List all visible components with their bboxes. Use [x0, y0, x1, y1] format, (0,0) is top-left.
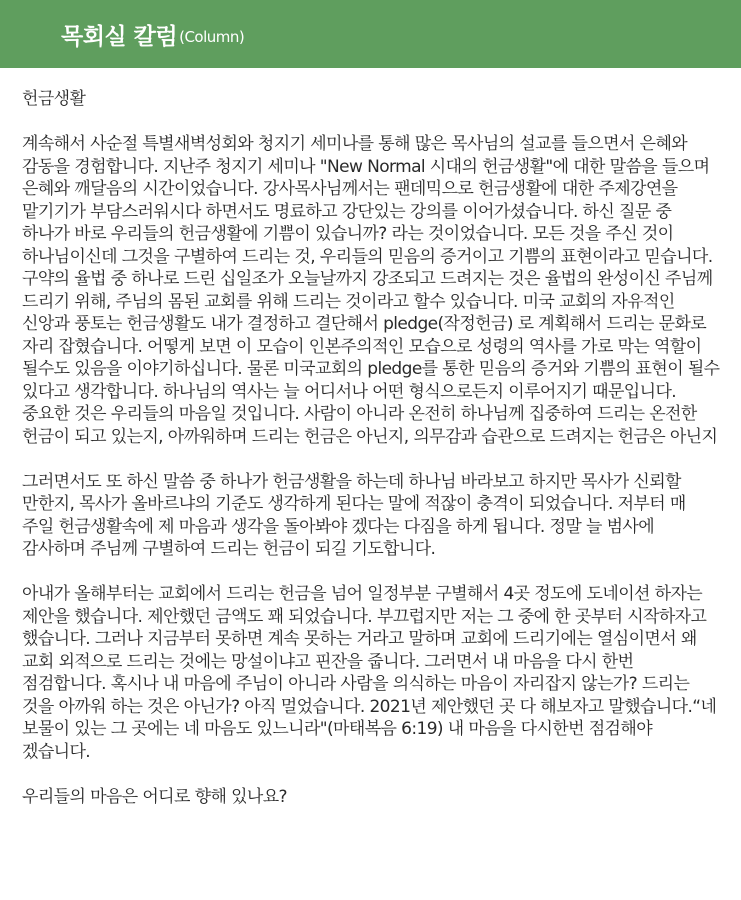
- header-title: 목회실 칼럼: [61, 23, 178, 50]
- column-header: [0, 0, 741, 68]
- article-paragraph-2: 그러면서도 또 하신 말씀 중 하나가 헌금생활을 하는데 하나님 바라보고 하지만 목사가 신뢰할 만한지, 목사가 올바르냐의 기준도 생각하게 된다는 말에 적잖이 충격이 되었습니다. 저부터 매 주일 헌금생활속에 제 마음과 생각을 돌아봐야 겠다는 다짐을 하게 됩니다. 정말 늘 범사에 감사하며 주님께 구별하여 드리는 헌금이 되길 기도합니다.: [22, 471, 686, 559]
- article-title: 헌금생활: [22, 89, 86, 109]
- article-paragraph-4: 우리들의 마음은 어디로 향해 있나요?: [22, 786, 287, 807]
- article-body: [22, 88, 722, 831]
- header-subtitle: (Column): [179, 28, 245, 46]
- article-paragraph-1: 계속해서 사순절 특별새벽성회와 청지기 세미나를 통해 많은 목사님의 설교를 들으면서 은혜와 감동을 경험합니다. 지난주 청지기 세미나 "New Normal 시대의 헌금생활"에 대한 말씀을 들으며 은혜와 깨달음의 시간이었습니다. 강사목사님께서는 팬데믹으로 헌금생활에 대한 주제강연을 맡기기가 부담스러워시다 하면서도 명료하고 강단있는 강의를 이어가셨습니다. 하신 질문 중 하나가 바로 우리들의 헌금생활에 기쁨이 있습니까? 라는 것이었습니다. 모든 것을 주신 것이 하나님이신데 그것을 구별하여 드리는 것, 우리들의 믿음의 증거이고 기쁨의 표현이라고 믿습니다. 구약의 율법 중 하나로 드린 십일조가 오늘날까지 강조되고 드려지는 것은 율법의 완성이신 주님께 드리기 위해, 주님의 몸된 교회를 위해 드리는 것이라고 할수 있습니다. 미국 교회의 자유적인 신앙과 풍토는 헌금생활도 내가 결정하고 결단해서 pledge(작정헌금) 로 계획해서 드리는 문화로 자리 잡혔습니다. 어떻게 보면 이 모습이 인본주의적인 모습으로 성령의 역사를 가로 막는 역할이 될수도 있음을 이야기하십니다. 물론 미국교회의 pledge를 통한 믿음의 증거와 기쁨의 표현이 될수 있다고 생각합니다. 하나님의 역사는 늘 어디서나 어떤 형식으로든지 이루어지기 때문입니다. 중요한 것은 우리들의 마음일 것입니다. 사람이 아니라 온전히 하나님께 집중하여 드리는 온전한 헌금이 되고 있는지, 아까워하며 드리는 헌금은 아닌지, 의무감과 습관으로 드려지는 헌금은 아닌지: [22, 134, 720, 447]
- article-paragraph-3: 아내가 올해부터는 교회에서 드리는 헌금을 넘어 일정부분 구별해서 4곳 정도에 도네이션 하자는 제안을 했습니다. 제안했던 금액도 꽤 되었습니다. 부끄럽지만 저는 그 중에 한 곳부터 시작하자고 했습니다. 그러나 지금부터 못하면 계속 못하는 거라고 말하며 교회에 드리기에는 열심이면서 왜 교회 외적으로 드리는 것에는 망설이냐고 핀잔을 줍니다. 그러면서 내 마음을 다시 한번 점검합니다. 혹시나 내 마음에 주님이 아니라 사람을 의식하는 마음이 자리잡지 않는가? 드리는 것을 아까워 하는 것은 아닌가? 아직 멀었습니다. 2021년 제안했던 곳 다 해보자고 말했습니다.“네 보물이 있는 그 곳에는 네 마음도 있느니라"(마태복음 6:19) 내 마음을 다시한번 점검해야 겠습니다.: [22, 584, 717, 762]
